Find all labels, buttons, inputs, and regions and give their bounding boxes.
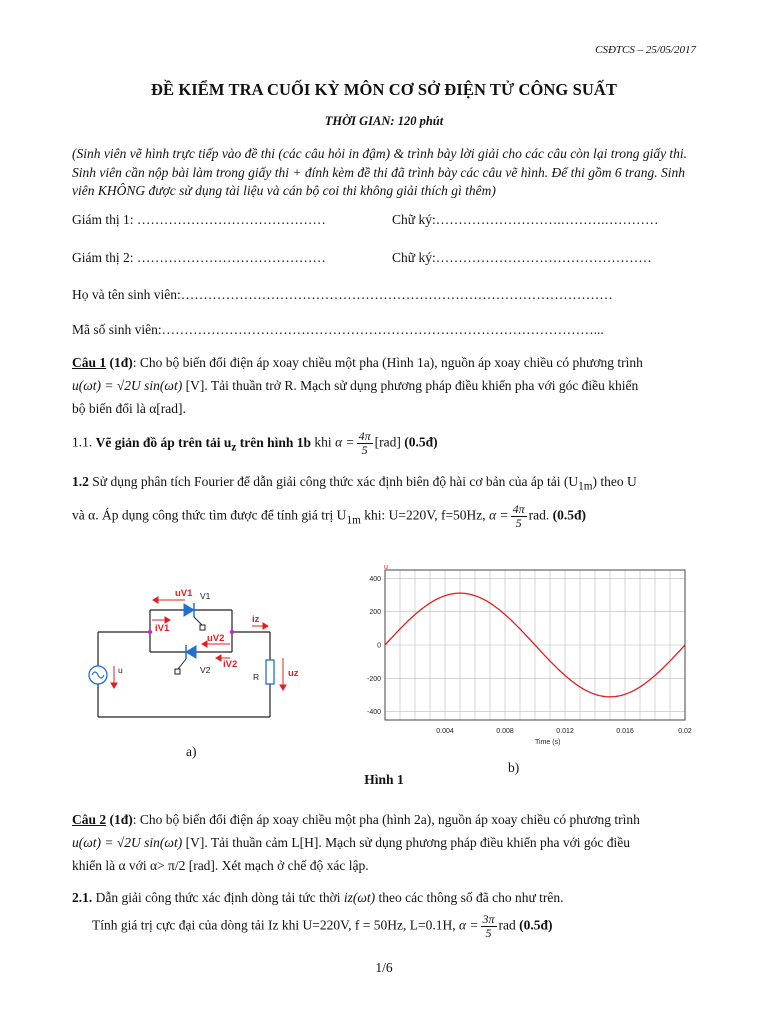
q11-fraction: [357, 430, 373, 457]
q21-line1: [72, 886, 702, 909]
q1-points: (1đ): [109, 355, 133, 370]
chart-x-tick-label: 0.008: [496, 728, 514, 735]
q12-text: Sử dụng phân tích Fourier để dẫn giải công thức xác định biên độ hài cơ bản của áp tải (U: [88, 474, 579, 489]
q21-points: (0.5đ): [519, 917, 553, 933]
q2-text1: : Cho bộ biến đổi điện áp xoay chiều một pha (hình 2a), nguồn áp xoay chiều có phương trình: [132, 812, 640, 827]
q2-line2: [72, 831, 702, 854]
student-name-field: Họ và tên sinh viên:……………………………………………………………………………………: [72, 287, 613, 302]
question-1: [72, 351, 702, 420]
q1-line1: [72, 351, 702, 374]
chart-y-tick-label: -400: [366, 709, 381, 717]
arrows: [111, 597, 286, 690]
q11-points: (0.5đ): [404, 434, 438, 450]
q12-frac-den: 5: [515, 515, 522, 530]
q21-iz: iz(ωt): [343, 890, 376, 905]
thyristor-v1-icon: [184, 603, 205, 630]
chart-y-tick-label: 0: [377, 642, 381, 650]
q1-line3: bộ biến đổi là α[rad].: [72, 401, 186, 416]
student-id-field: Mã số sinh viên:……………………………………………………………………………………...: [72, 322, 604, 337]
q21-text2: theo các thông số đã cho như trên.: [375, 890, 564, 905]
chart-y-label: u: [384, 564, 388, 571]
q12-line2: [72, 503, 702, 532]
chart-x-label: Time (s): [535, 739, 561, 746]
q11-frac-den: 5: [361, 443, 368, 457]
q1-equation: u(ωt) = √2U sin(ωt): [72, 378, 183, 393]
chart-x-tick-label: 0.012: [556, 728, 574, 735]
question-2-1: [72, 886, 702, 940]
q2-equation: u(ωt) = √2U sin(ωt): [72, 835, 183, 850]
q11-prefix: 1.1.: [72, 434, 96, 450]
q21-fraction: [481, 913, 497, 940]
question-1-2: [72, 470, 702, 532]
question-2: [72, 808, 702, 877]
q21-unit: rad: [498, 917, 516, 933]
q2-line1: [72, 808, 702, 831]
ac-source-icon: [89, 666, 107, 684]
q2-label: Câu 2: [72, 812, 107, 827]
thyristor-v2-icon: [175, 645, 196, 674]
chart-y-tick-label: 400: [369, 575, 381, 583]
resistor-icon: [266, 660, 274, 684]
q1-line2: [72, 374, 702, 397]
q12-sub2: 1m: [346, 513, 361, 526]
q12-num: 1.2: [72, 474, 89, 489]
chart-y-tick-label: 200: [369, 609, 381, 617]
label-iv1: iV1: [155, 623, 170, 634]
q11-frac-num: 4π: [358, 429, 371, 443]
signature2-field: Chữ ký:…………………………………………: [392, 250, 652, 265]
chart-y-ticks: [367, 576, 381, 716]
figure-label-b: b): [508, 760, 520, 775]
label-iz: iz: [252, 614, 260, 625]
chart-x-tick-label: 0.004: [436, 728, 454, 735]
q11-bold2: trên hình 1b: [236, 434, 312, 450]
q11-unit: [rad]: [374, 434, 401, 450]
page-number: 1/6: [375, 960, 393, 975]
q11-alpha: α =: [335, 434, 355, 450]
q21-alpha: α =: [458, 917, 479, 933]
header-date: CSĐTCS – 25/05/2017: [595, 44, 696, 56]
label-v2: V2: [200, 665, 211, 675]
label-uv1: uV1: [175, 588, 193, 599]
q12-text2: ) theo U: [592, 474, 637, 489]
label-r: R: [253, 672, 260, 682]
q2-points: (1đ): [109, 812, 133, 827]
exam-title: ĐỀ KIỂM TRA CUỐI KỲ MÔN CƠ SỞ ĐIỆN TỬ CÔNG SUẤT: [151, 80, 617, 99]
q11-sub: z: [231, 441, 237, 454]
q12-frac-num: 4π: [512, 501, 525, 516]
chart-x-tick-label: 0.02: [678, 728, 692, 735]
exam-duration: THỜI GIAN: 120 phút: [324, 114, 444, 128]
label-u: u: [118, 665, 123, 675]
q21-num: 2.1.: [72, 890, 93, 905]
signature1-field: Chữ ký:……………………….……….…………: [392, 212, 659, 227]
q21-line2: [72, 913, 702, 940]
q12-unit: rad.: [528, 507, 550, 523]
label-v1: V1: [200, 591, 211, 601]
chart-x-ticks: [436, 728, 692, 735]
figure-caption: Hình 1: [364, 772, 404, 787]
q12-sub: 1m: [578, 480, 593, 493]
chart-y-tick-label: -200: [366, 675, 381, 683]
q2-line3: khiển là α với α> π/2 [rad]. Xét mạch ở chế độ xác lập.: [72, 858, 369, 873]
q1-text1: : Cho bộ biến đổi điện áp xoay chiều một pha (Hình 1a), nguồn áp xoay chiều có phương trình: [132, 355, 643, 370]
q12-text4: khi: U=220V, f=50Hz,: [360, 507, 490, 523]
q21-frac-den: 5: [485, 926, 492, 940]
q1-label: Câu 1: [72, 355, 107, 370]
proctor1-field: Giám thị 1: ……………………………………: [72, 212, 326, 227]
q12-points: (0.5đ): [552, 507, 587, 523]
q11-bold: Vẽ giản đồ áp trên tải u: [95, 434, 232, 450]
q12-alpha: α =: [489, 507, 509, 523]
chart-x-tick-label: 0.016: [616, 728, 634, 735]
q12-text3: và α. Áp dụng công thức tìm được để tính giá trị U: [72, 507, 347, 523]
junction-left: [148, 630, 152, 634]
instructions: (Sinh viên vẽ hình trực tiếp vào đề thi (các câu hỏi in đậm) & trình bày lời giải cho các câu còn lại trong giấy thi. Sinh viên cần nộp bài làm trong giấy thi + đính kèm đề thi đã trình bày các câu vẽ hình. Để thi gồm 6 trang. Sinh viên KHÔNG được sử dụng tài liệu và cán bộ coi thi không giải thích gì thêm): [72, 146, 688, 198]
q12-fraction: [511, 503, 527, 530]
label-uz: uz: [288, 668, 299, 679]
q2-text2: [V]. Tải thuần cảm L[H]. Mạch sử dụng phương pháp điều khiển pha với góc điều: [182, 835, 631, 850]
label-uv2: uV2: [207, 633, 225, 644]
q12-line1: [72, 470, 702, 499]
junction-right: [230, 630, 234, 634]
q21-text: Dẫn giải công thức xác định dòng tải tức thời: [92, 890, 344, 905]
question-1-1: [72, 430, 702, 459]
q21-line2-text: Tính giá trị cực đại của dòng tải Iz khi U=220V, f = 50Hz, L=0.1H,: [92, 917, 459, 933]
q1-text2: [V]. Tải thuần trở R. Mạch sử dụng phương pháp điều khiển pha với góc điều khiển: [182, 378, 639, 393]
label-iv2: iV2: [223, 659, 238, 670]
circuit-diagram: [90, 580, 299, 725]
q11-when: khi: [311, 434, 336, 450]
q21-frac-num: 3π: [482, 912, 495, 926]
figure-label-a: a): [186, 744, 197, 759]
proctor2-field: Giám thị 2: ……………………………………: [72, 250, 326, 265]
waveform-chart: [345, 560, 695, 750]
